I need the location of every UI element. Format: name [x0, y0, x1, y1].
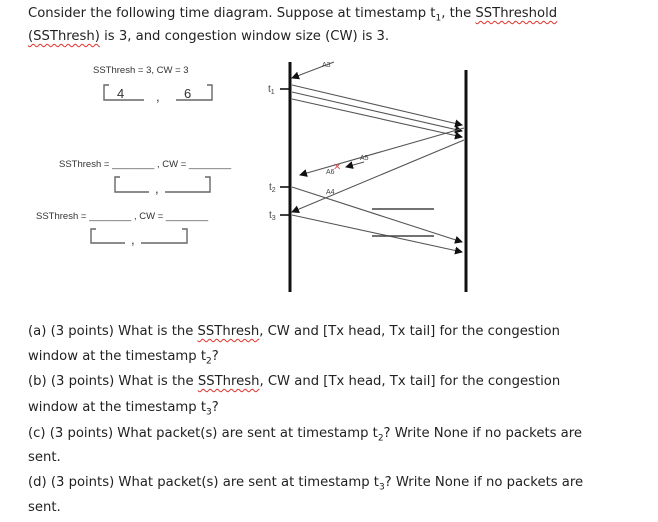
intro-text: Consider the following time diagram. Suppose at timestamp t [28, 6, 436, 21]
question-c-line-1 [28, 426, 582, 447]
question-text: , CW and [Tx head, Tx tail] for the congestion [259, 324, 560, 339]
question-text: (d) (3 points) What packet(s) are sent at timestamp t [28, 475, 379, 490]
tx-tail-1: 6 [184, 86, 192, 101]
lost-ack-line [346, 162, 364, 167]
ack-arrows [292, 62, 464, 212]
question-d-line-1 [28, 475, 583, 496]
subscript: 2 [206, 356, 212, 367]
bracket-comma-2: , [155, 181, 159, 196]
ack-label-a6: A6 [326, 169, 335, 176]
question-a-line-1 [28, 324, 560, 340]
subscript: 3 [378, 482, 385, 493]
bracket-comma-1: , [156, 89, 160, 104]
question-text: (c) (3 points) What packet(s) are sent at timestamp t [28, 426, 378, 441]
tx-head-1: 4 [117, 86, 125, 101]
question-text: (b) (3 points) What is the [28, 374, 198, 389]
ack-label-a3: A3 [322, 62, 331, 69]
term-ssthresh: (SSThresh) [28, 29, 100, 44]
bracket-comma-3: , [131, 232, 135, 247]
question-text: ? Write None if no packets are [384, 475, 584, 490]
question-text: ? [211, 349, 219, 364]
question-a-line-2 [28, 349, 219, 370]
intro-text: , the [441, 6, 476, 21]
timestamp-t3: $t_3$ [269, 210, 276, 222]
subscript: 2 [377, 433, 384, 444]
row-label-3: SSThresh = ________ , CW = ________ [36, 211, 209, 222]
window-bracket-3 [91, 229, 187, 243]
subscript: 3 [206, 407, 212, 418]
question-text: (a) (3 points) What is the [28, 324, 198, 339]
term-ssthresh: SSThresh [197, 324, 260, 339]
data-packets-t2-t3 [292, 187, 462, 252]
data-packets-t1 [292, 85, 462, 137]
timestamp-t2: $t_2$ [269, 182, 276, 194]
question-text: sent. [28, 500, 61, 515]
subscript: 1 [435, 13, 442, 24]
question-d-line-2 [28, 500, 61, 516]
question-b-line-2 [28, 400, 219, 421]
ack-label-a5: A5 [360, 155, 369, 162]
question-text: sent. [28, 450, 61, 465]
window-bracket-2 [115, 177, 210, 192]
question-text: , CW and [Tx head, Tx tail] for the congestion [259, 374, 561, 389]
row-label-1: SSThresh = 3, CW = 3 [93, 65, 189, 76]
intro-text: is 3, and congestion window size (CW) is 3. [99, 29, 390, 44]
row-label-2: SSThresh = ________ , CW = ________ [59, 159, 232, 170]
term-ssthreshold: SSThreshold [475, 6, 558, 21]
lost-mark-icon: ✕ [333, 162, 342, 173]
timestamp-t1: $t_1$ [268, 84, 275, 96]
term-ssthresh: SSThresh [197, 374, 260, 389]
ack-label-a4: A4 [326, 189, 335, 196]
question-text: ? [211, 400, 219, 415]
question-text: window at the timestamp t [28, 400, 206, 415]
question-c-line-2 [28, 450, 61, 466]
question-text: ? Write None if no packets are [383, 426, 583, 441]
question-b-line-1 [28, 374, 560, 390]
question-text: window at the timestamp t [28, 349, 206, 364]
